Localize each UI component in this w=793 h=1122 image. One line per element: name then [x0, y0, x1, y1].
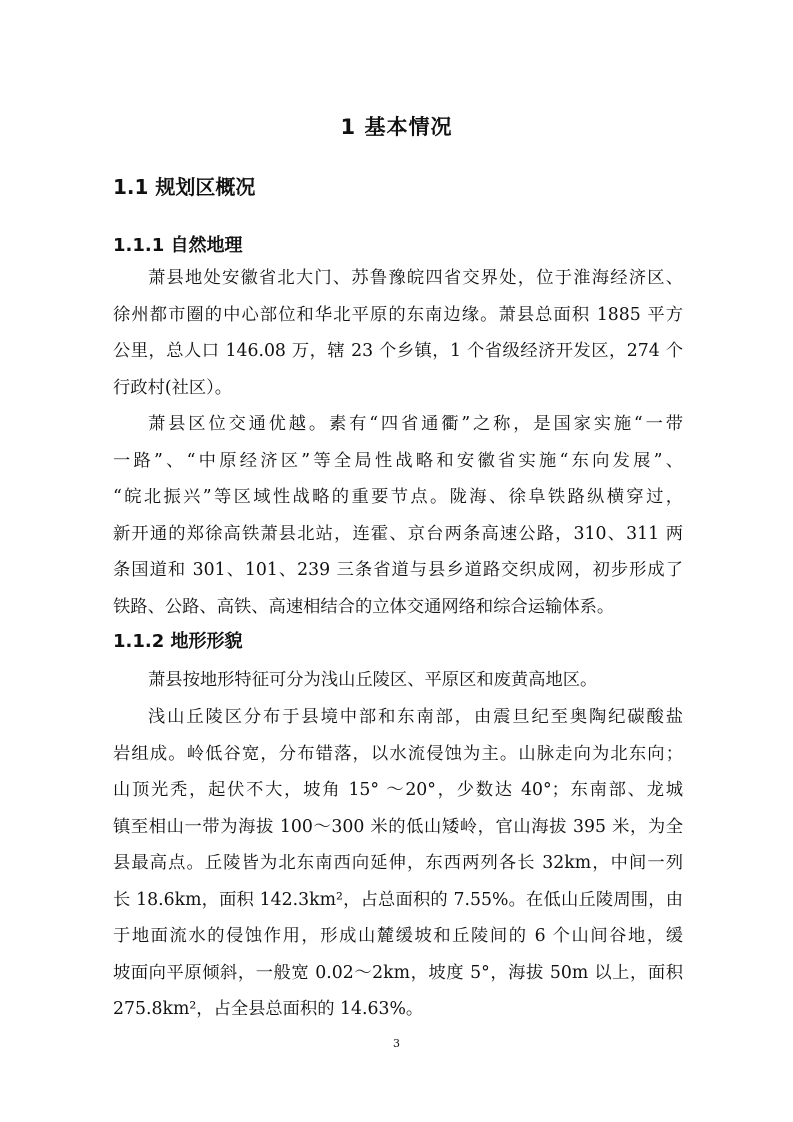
paragraph-line: 萧县区位交通优越。素有“四省通衢”之称，是国家实施“一带 [148, 414, 683, 434]
subsection-heading-1-1-1: 1.1.1 自然地理 [113, 235, 243, 256]
paragraph-line: 萧县地处安徽省北大门、苏鲁豫皖四省交界处，位于淮海经济区、 [148, 268, 683, 288]
paragraph-geography-location [113, 260, 683, 406]
paragraph-line: 坡面向平原倾斜，一般宽 0.02～2km，坡度 5°，海拔 50m 以上，面积 [113, 962, 683, 983]
paragraph-line: 浅山丘陵区分布于县境中部和东南部，由震旦纪至奥陶纪碳酸盐 [148, 707, 683, 727]
paragraph-line: 275.8km²，占全县总面积的 14.63%。 [113, 999, 424, 1019]
chapter-heading: 1 基本情况 [340, 115, 453, 139]
paragraph-geography-transport [113, 406, 683, 625]
paragraph-line: 岩组成。岭低谷宽，分布错落，以水流侵蚀为主。山脉走向为北东向； [113, 743, 683, 764]
section-heading-1-1: 1.1 规划区概况 [113, 175, 256, 199]
paragraph-line: 萧县按地形特征可分为浅山丘陵区、平原区和废黄高地区。 [148, 670, 598, 690]
paragraph-line: 于地面流水的侵蚀作用，形成山麓缓坡和丘陵间的 6 个山间谷地，缓 [113, 926, 683, 946]
paragraph-line: 县最高点。丘陵皆为北东南西向延伸，东西两列各长 32km，中间一列 [113, 853, 683, 873]
paragraph-line: 公里，总人口 146.08 万，辖 23 个乡镇，1 个省级经济开发区，274 个 [113, 341, 683, 361]
paragraph-line: 镇至相山一带为海拔 100～300 米的低山矮岭，官山海拔 395 米，为全 [113, 816, 683, 837]
paragraph-line: 一路”、“中原经济区”等全局性战略和安徽省实施“东向发展”、 [113, 450, 683, 471]
paragraph-line: 山顶光秃，起伏不大，坡角 15° ～20°，少数达 40°；东南部、龙城 [113, 780, 683, 800]
paragraph-line: 铁路、公路、高铁、高速相结合的立体交通网络和综合运输体系。 [113, 596, 615, 617]
page-number: 3 [393, 1037, 400, 1050]
paragraph-line: 新开通的郑徐高铁萧县北站，连霍、京台两条高速公路，310、311 两 [113, 523, 683, 544]
paragraph-terrain-hills [113, 699, 683, 1028]
paragraph-line: 条国道和 301、101、239 三条省道与县乡道路交织成网，初步形成了 [113, 560, 683, 580]
paragraph-line: “皖北振兴”等区域性战略的重要节点。陇海、徐阜铁路纵横穿过， [113, 487, 683, 507]
subsection-heading-1-1-2: 1.1.2 地形形貌 [113, 631, 243, 652]
paragraph-line: 徐州都市圈的中心部位和华北平原的东南边缘。萧县总面积 1885 平方 [113, 304, 683, 325]
paragraph-line: 行政村(社区）。 [113, 377, 233, 398]
paragraph-line: 长 18.6km，面积 142.3km²，占总面积的 7.55%。在低山丘陵周围，由 [113, 889, 683, 910]
paragraph-terrain-types [113, 662, 683, 699]
